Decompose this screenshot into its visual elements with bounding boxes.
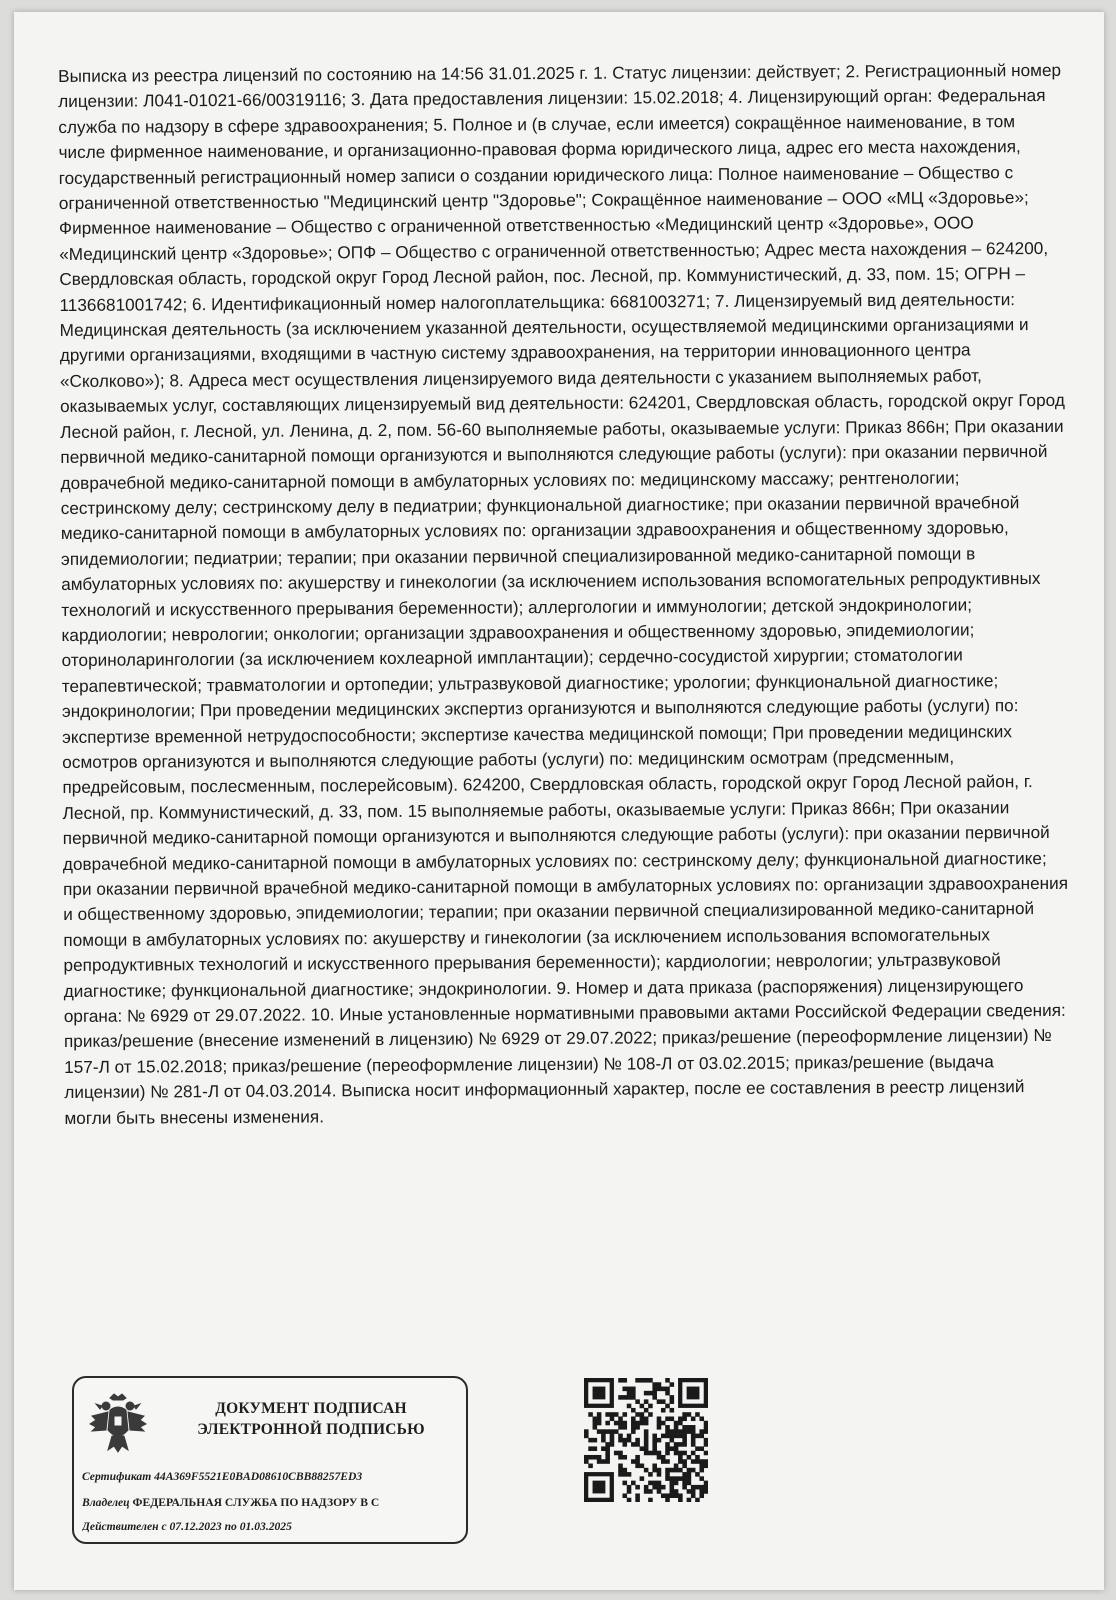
stamp-validity-value: с 07.12.2023 по 01.03.2025 — [161, 1520, 292, 1533]
stamp-certificate-value: 44A369F5521E0BAD08610CBB88257ED3 — [154, 1470, 363, 1483]
qr-code-icon — [584, 1378, 708, 1502]
license-extract-text: Выписка из реестра лицензий по состоянию на 14:56 31.01.2025 г. 1. Статус лицензии: действует; 2. Регистрационный номер лицензии: Л041-01021-66/00319116; 3. Дата предоставления лицензии: 15.02.2018; 4. Лицензирующий орган: Федеральная служба по надзору в сфере здравоохранения; 5. Полное и (в случае, если имеется) сокращённое наименование, в том числе фирменное наименование, и организационно-правовая форма юридического лица, адрес его места нахождения, государственный регистрационный номер записи о создании юридического лица: Полное наименование – Общество с ограниченной ответственностью "Медицинский центр "Здоровье"; Сокращённое наименование – ООО «МЦ «Здоровье»; Фирменное наименование – Общество с ограниченной ответственностью «Медицинский центр «Здоровье», ООО «Медицинский центр «Здоровье»; ОПФ – Общество с ограниченной ответственностью; Адрес места нахождения – 624200, Свердловская область, городской округ Город Лесной район, пос. Лесной, пр. Коммунистический, д. 33, пом. 15; ОГРН – 1136681001742; 6. Идентификационный номер налогоплательщика: 6681003271; 7. Лицензируемый вид деятельности: Медицинская деятельность (за исключением указанной деятельности, осуществляемой медицинскими организациями и другими организациями, входящими в частную систему здравоохранения, на территории инновационного центра «Сколково»); 8. Адреса мест осуществления лицензируемого вида деятельности с указанием выполняемых работ, оказываемых услуг, составляющих лицензируемый вид деятельности: 624201, Свердловская область, городской округ Город Лесной район, г. Лесной, ул. Ленина, д. 2, пом. 56-60 выполняемые работы, оказываемые услуги: Приказ 866н; При оказании первичной медико-санитарной помощи организуются и выполняются следующие работы (услуги): при оказании первичной доврачебной медико-санитарной помощи в амбулаторных условиях по: медицинскому массажу; рентгенологии; сестринскому делу; сестринскому делу в педиатрии; функциональной диагностике; при оказании первичной врачебной медико-санитарной помощи в амбулаторных условиях по: организации здравоохранения и общественному здоровью, эпидемиологии; педиатрии; терапии; при оказании первичной специализированной медико-санитарной помощи в амбулаторных условиях по: акушерству и гинекологии (за исключением использования вспомогательных репродуктивных технологий и искусственного прерывания беременности); аллергологии и иммунологии; детской эндокринологии; кардиологии; неврологии; онкологии; организации здравоохранения и общественному здоровью, эпидемиологии; оториноларингологии (за исключением кохлеарной имплантации); сердечно-сосудистой хирургии; стоматологии терапевтической; травматологии и ортопедии; ультразвуковой диагностике; урологии; функциональной диагностике; эндокринологии; При проведении медицинских экспертиз организуются и выполняются следующие работы (услуги) по: экспертизе временной нетрудоспособности; экспертизе качества медицинской помощи; При проведении медицинских осмотров организуются и выполняются следующие работы (услуги) по: медицинским осмотрам (предсменным, предрейсовым, послесменным, послерейсовым). 624200, Свердловская область, городской округ Город Лесной район, г. Лесной, пр. Коммунистический, д. 33, пом. 15 выполняемые работы, оказываемые услуги: Приказ 866н; При оказании первичной медико-санитарной помощи организуются и выполняются следующие работы (услуги): при оказании первичной доврачебной медико-санитарной помощи в амбулаторных условиях по: сестринскому делу; функциональной диагностике; при оказании первичной врачебной медико-санитарной помощи в амбулаторных условиях по: организации здравоохранения и общественному здоровью, эпидемиологии; терапии; при оказании первичной специализированной медико-санитарной помощи в амбулаторных условиях по: акушерству и гинекологии (за исключением использования вспомогательных репродуктивных технологий и искусственного прерывания беременности); кардиологии; неврологии; ультразвуковой диагностике; функциональной диагностике; эндокринологии. 9. Номер и дата приказа (распоряжения) лицензирующего органа: № 6929 от 29.07.2022. 10. Иные установленные нормативными правовыми актами Российской Федерации сведения: приказ/решение (внесение изменений в лицензию) № 6929 от 29.07.2022; приказ/решение (переоформление лицензии) № 157-Л от 15.02.2018; приказ/решение (переоформление лицензии) № 108-Л от 03.02.2015; приказ/решение (выдача лицензии) № 281-Л от 04.03.2014. Выписка носит информационный характер, после ее составления в реестр лицензий могли быть внесены изменения. — [58, 59, 1069, 1128]
stamp-title: ДОКУМЕНТ ПОДПИСАН ЭЛЕКТРОННОЙ ПОДПИСЬЮ — [197, 1400, 425, 1438]
stamp-certificate — [82, 1470, 464, 1483]
stamp-validity-label: Действителен — [82, 1520, 159, 1533]
stamp-owner — [82, 1496, 464, 1509]
stamp-owner-label: Владелец — [82, 1496, 130, 1509]
document-page — [14, 12, 1104, 1590]
stamp-owner-value: ФЕДЕРАЛЬНАЯ СЛУЖБА ПО НАДЗОРУ В С — [132, 1496, 380, 1509]
stamp-validity — [82, 1520, 464, 1533]
electronic-signature-stamp — [72, 1376, 468, 1544]
stamp-certificate-label: Сертификат — [82, 1470, 152, 1483]
double-headed-eagle-emblem-icon — [88, 1390, 148, 1456]
